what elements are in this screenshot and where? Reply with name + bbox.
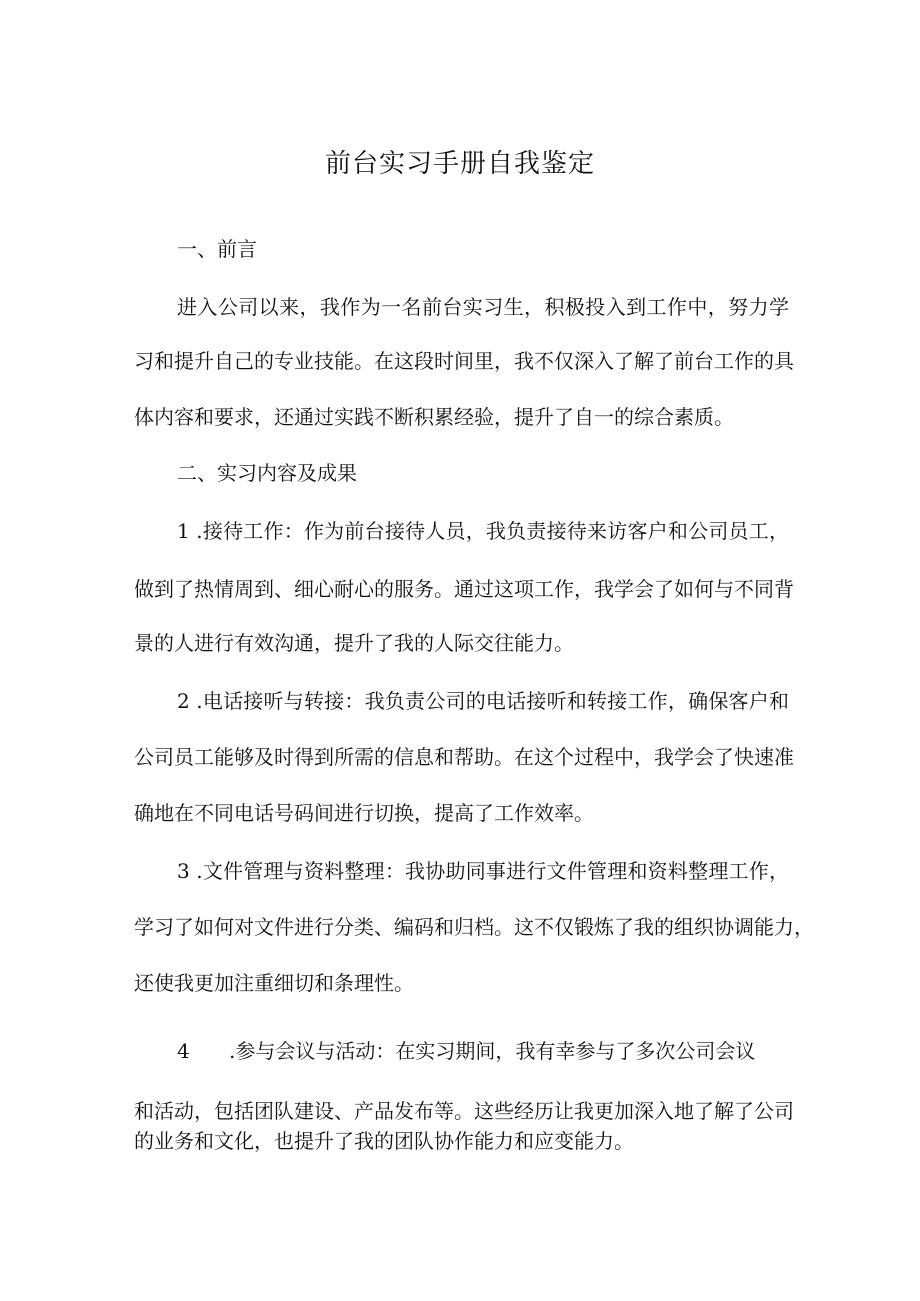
item4-line-2: 和活动，包括团队建设、产品发布等。这些经历让我更加深入地了解了公司: [134, 1099, 794, 1123]
item4-first-text: .参与会议与活动：在实习期间，我有幸参与了多次公司会议: [229, 1039, 756, 1063]
preface-line-1: 进入公司以来，我作为一名前台实习生，积极投入到工作中，努力学: [177, 295, 789, 319]
preface-line-3: 体内容和要求，还通过实践不断积累经验，提升了自一的综合素质。: [134, 405, 734, 429]
item3-line-3: 还使我更加注重细切和条理性。: [134, 971, 414, 995]
preface-heading: 一、前言: [177, 237, 257, 261]
item1-line-3: 景的人进行有效沟通，提升了我的人际交往能力。: [134, 631, 574, 655]
content-heading: 二、实习内容及成果: [177, 461, 357, 485]
item4-line-1: [177, 1036, 755, 1066]
item2-line-3: 确地在不同电话号码间进行切换，提高了工作效率。: [134, 801, 594, 825]
item1-line-1: 1 .接待工作：作为前台接待人员，我负责接待来访客户和公司员工，: [177, 519, 789, 543]
item3-line-1: 3 .文件管理与资料整理：我协助同事进行文件管理和资料整理工作，: [177, 859, 789, 883]
preface-line-2: 习和提升自己的专业技能。在这段时间里，我不仅深入了解了前台工作的具: [134, 349, 794, 373]
item1-line-2: 做到了热情周到、细心耐心的服务。通过这项工作，我学会了如何与不同背: [134, 577, 794, 601]
item3-line-2: 学习了如何对文件进行分类、编码和归档。这不仅锻炼了我的组织协调能力，: [134, 915, 814, 939]
item4-number: 4: [177, 1039, 190, 1063]
item2-line-1: 2 .电话接听与转接：我负责公司的电话接听和转接工作，确保客户和: [177, 689, 789, 713]
item4-line-3: 的业务和文化，也提升了我的团队协作能力和应变能力。: [134, 1129, 634, 1153]
document-title: 前台实习手册自我鉴定: [324, 149, 595, 179]
item2-line-2: 公司员工能够及时得到所需的信息和帮助。在这个过程中，我学会了快速准: [134, 745, 794, 769]
